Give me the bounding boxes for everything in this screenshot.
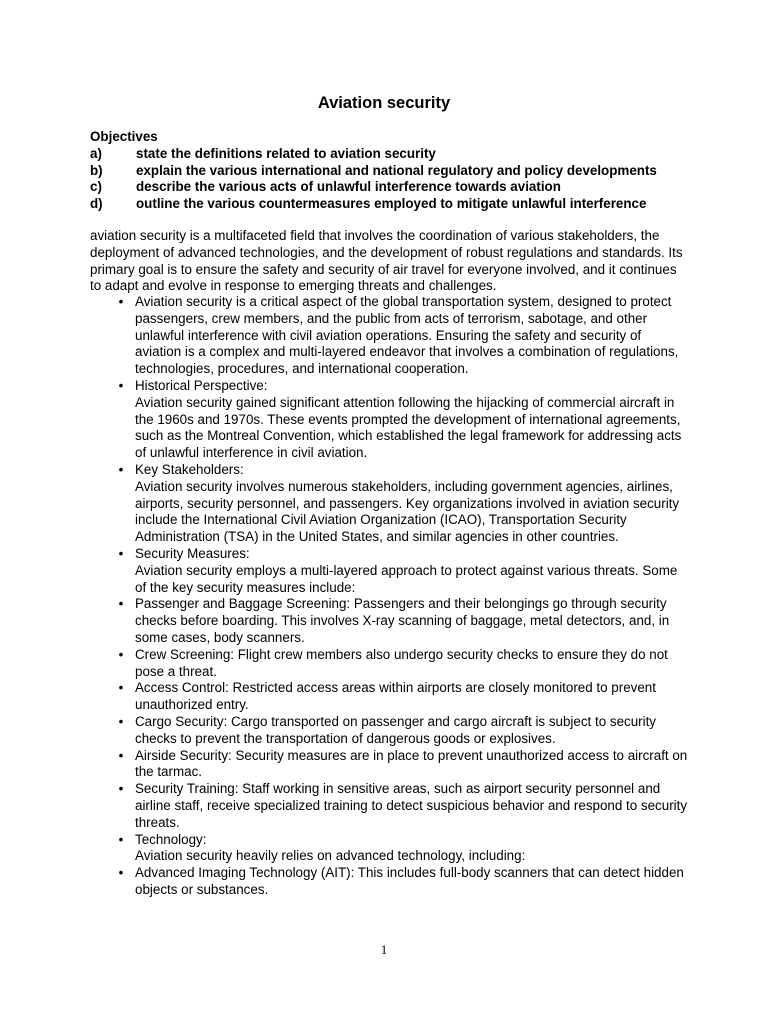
list-item (90, 596, 690, 646)
bullet-text: Passenger and Baggage Screening: Passengers and their belongings go through security checks before boarding. This involves X-ray scanning of baggage, metal detectors, and, in some cases, body scanners. (135, 596, 670, 645)
objectives-heading: Objectives (90, 129, 158, 144)
objective-item (90, 179, 690, 196)
bullet-list (90, 294, 690, 899)
objective-letter: c) (90, 179, 102, 195)
bullet-text: Advanced Imaging Technology (AIT): This includes full-body scanners that can detect hidden objects or substances. (135, 865, 684, 897)
bullet-text: Airside Security: Security measures are in place to prevent unauthorized access to aircraft on the tarmac. (135, 747, 688, 780)
list-item (90, 748, 690, 782)
bullet-text: Cargo Security: Cargo transported on passenger and cargo aircraft is subject to security checks to prevent the transportation of dangerous goods or explosives. (135, 713, 657, 746)
bullet-text: Aviation security involves numerous stakeholders, including government agencies, airlines, airports, security personnel, and passengers. Key organizations involved in aviation security include the International Civil Aviation Organization (ICAO), Transportation Security Administration (TSA) in the United States, and similar agencies in other countries. (135, 478, 680, 545)
page-title: Aviation security (317, 94, 451, 112)
objective-item (90, 163, 690, 180)
page-number: 1 (380, 942, 388, 957)
list-item (90, 378, 690, 462)
objective-item (90, 146, 690, 163)
bullet-heading: Historical Perspective: (135, 377, 268, 393)
bullet-text: Crew Screening: Flight crew members also undergo security checks to ensure they do not pose a threat. (135, 646, 668, 679)
bullet-icon: • (118, 831, 124, 847)
list-item (90, 781, 690, 831)
bullet-heading: Key Stakeholders: (135, 461, 244, 477)
bullet-heading: Technology: (135, 831, 207, 847)
bullet-icon: • (118, 596, 124, 612)
bullet-text: Aviation security heavily relies on advanced technology, including: (135, 848, 526, 864)
bullet-icon: • (118, 294, 124, 309)
bullet-text: Access Control: Restricted access areas within airports are closely monitored to prevent unauthorized entry. (135, 680, 656, 713)
objective-text: describe the various acts of unlawful interference towards aviation (136, 179, 561, 195)
objectives-list (90, 146, 690, 213)
bullet-icon: • (118, 646, 124, 662)
list-item (90, 680, 690, 714)
objective-text: outline the various countermeasures employed to mitigate unlawful interference (136, 196, 647, 212)
list-item (90, 294, 690, 378)
objective-letter: a) (90, 145, 102, 161)
objective-item (90, 196, 690, 213)
bullet-icon: • (118, 680, 124, 696)
objective-text: explain the various international and national regulatory and policy developments (136, 162, 657, 178)
bullet-icon: • (118, 713, 124, 729)
list-item (90, 714, 690, 748)
intro-paragraph: aviation security is a multifaceted field that involves the coordination of various stakeholders, the deployment of advanced technologies, and the development of robust regulations and standards. Its primary goal is to ensure the safety and security of air travel for everyone involved, and it continues to adapt and evolve in response to emerging threats and challenges. (90, 228, 683, 294)
objective-text: state the definitions related to aviation security (136, 145, 436, 161)
bullet-icon: • (118, 545, 124, 561)
bullet-icon: • (118, 461, 124, 477)
bullet-icon: • (118, 377, 124, 393)
objective-letter: b) (90, 162, 103, 178)
bullet-text: Aviation security employs a multi-layered approach to protect against various threats. Some of the key security measures include: (135, 562, 678, 595)
objectives-section (90, 129, 690, 213)
list-item (90, 647, 690, 681)
bullet-text: Security Training: Staff working in sensitive areas, such as airport security personnel and airline staff, receive specialized training to detect suspicious behavior and respond to security threats. (135, 781, 688, 830)
bullet-text: Aviation security gained significant attention following the hijacking of commercial aircraft in the 1960s and 1970s. These events prompted the development of international agreements, such as the Montreal Convention, which established the legal framework for addressing acts of unlawful interference in civil aviation. (135, 394, 682, 461)
bullet-icon: • (118, 747, 124, 763)
bullet-heading: Security Measures: (135, 545, 250, 561)
bullet-text: Aviation security is a critical aspect of the global transportation system, designed to protect passengers, crew members, and the public from acts of terrorism, sabotage, and other unlawful interference with civil aviation operations. Ensuring the safety and security of aviation is a complex and multi-layered endeavor that involves a combination of regulations, technologies, procedures, and international cooperation. (135, 294, 679, 377)
list-item (90, 865, 690, 899)
list-item (90, 832, 690, 866)
objective-letter: d) (90, 196, 103, 212)
list-item (90, 546, 690, 596)
bullet-icon: • (118, 781, 124, 797)
bullet-icon: • (118, 865, 124, 881)
list-item (90, 462, 690, 546)
